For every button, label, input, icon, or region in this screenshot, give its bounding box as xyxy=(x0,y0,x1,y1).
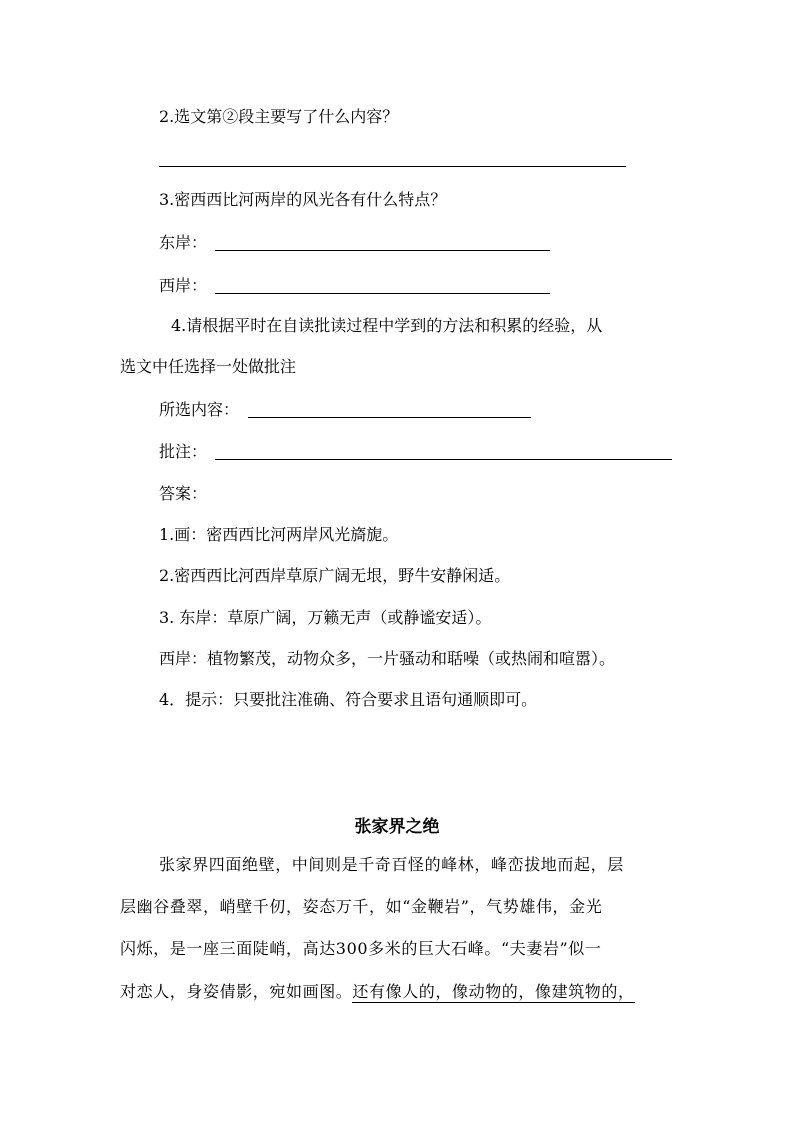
q4-content-label: 所选内容： xyxy=(159,400,240,419)
answer-2: 2.密西西比河西岸草原广阔无垠，野牛安静闲适。 xyxy=(159,566,511,585)
answer-1: 1.画：密西西比河两岸风光旖旎。 xyxy=(159,525,399,544)
q3-west-label: 西岸： xyxy=(159,276,208,295)
answer-line-east[interactable] xyxy=(215,250,550,251)
question-4-line2: 选文中任选择一处做批注 xyxy=(120,357,297,376)
passage-line-4-underlined: 还有像人的，像动物的，像建筑物的， xyxy=(352,982,635,1001)
passage-line-3: 闪烁，是一座三面陡峭，高达300多米的巨大石峰。“夫妻岩”似一 xyxy=(120,939,602,958)
passage-line-4 xyxy=(120,982,635,1002)
question-3: 3.密西西比河两岸的风光各有什么特点？ xyxy=(159,190,447,209)
q3-east-label: 东岸： xyxy=(159,233,208,252)
passage-line-1: 张家界四面绝壁，中间则是千奇百怪的峰林，峰峦拔地而起，层 xyxy=(159,855,624,874)
passage-line-2: 层幽谷叠翠，峭壁千仞，姿态万千，如“金鞭岩”，气势雄伟，金光 xyxy=(120,897,603,916)
passage-line-4-plain: 对恋人，身姿倩影，宛如画图。 xyxy=(120,982,353,1001)
answer-3-east: 3. 东岸：草原广阔，万籁无声（或静谧安适）。 xyxy=(159,608,492,627)
passage-title: 张家界之绝 xyxy=(354,817,440,837)
q4-note-label: 批注： xyxy=(159,442,208,461)
answer-3-west: 西岸：植物繁茂，动物众多，一片骚动和聒噪（或热闹和喧嚣）。 xyxy=(159,649,616,668)
answer-4: 4．提示：只要批注准确、符合要求且语句通顺即可。 xyxy=(159,690,538,709)
question-4-line1: 4.请根据平时在自读批读过程中学到的方法和积累的经验，从 xyxy=(171,316,603,335)
question-2: 2.选文第②段主要写了什么内容？ xyxy=(159,107,399,126)
answer-line-q2[interactable] xyxy=(159,166,626,167)
answer-line-note[interactable] xyxy=(215,459,672,460)
answer-line-content[interactable] xyxy=(248,417,531,418)
answers-heading: 答案： xyxy=(159,484,208,503)
answer-line-west[interactable] xyxy=(215,293,550,294)
